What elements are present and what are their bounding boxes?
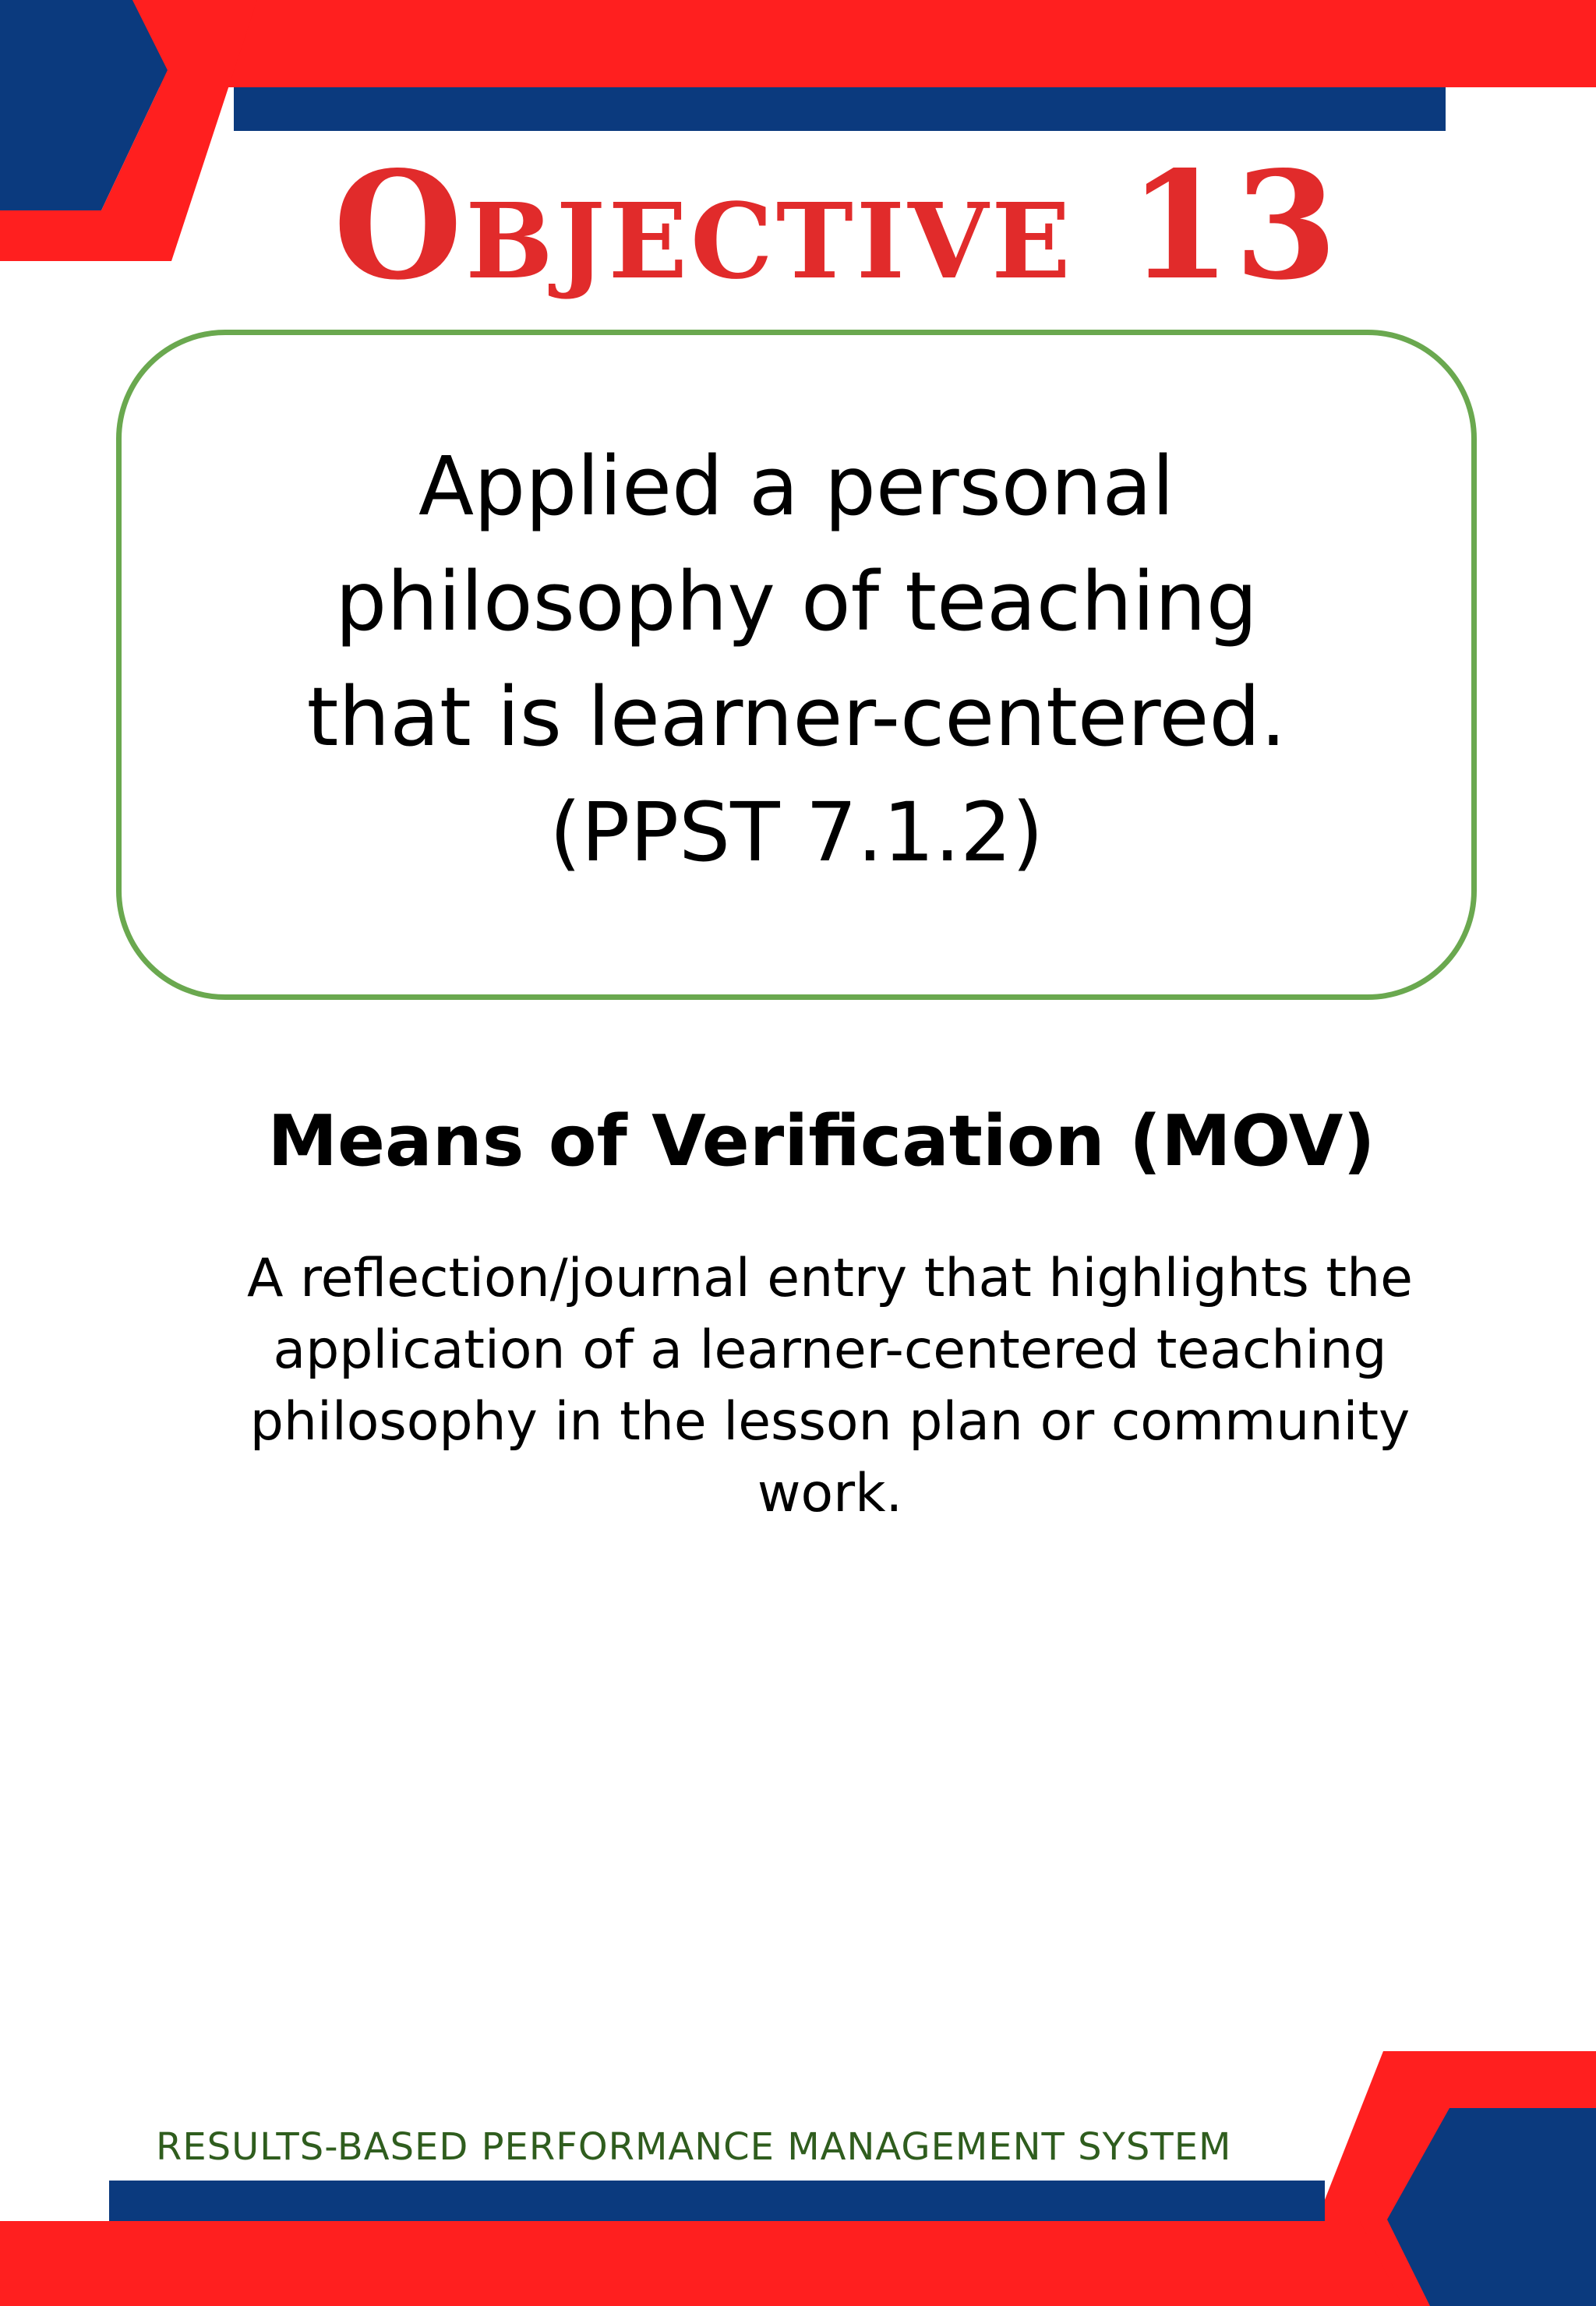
objective-code: (PPST 7.1.2) bbox=[549, 785, 1043, 880]
mov-heading: Means of Verification (MOV) bbox=[267, 1100, 1375, 1182]
mov-description: A reflection/journal entry that highlights the application of a learner-centered teaching philosophy in the lesson plan or community work. bbox=[247, 1248, 1413, 1524]
objective-statement bbox=[212, 429, 1381, 890]
objective-line: philosophy of teaching bbox=[335, 554, 1258, 649]
objective-line: that is learner-centered. bbox=[306, 669, 1287, 765]
objective-line: Applied a personal bbox=[418, 439, 1174, 534]
top-navy-stripe bbox=[234, 87, 1446, 131]
page-title: Objective 13 bbox=[333, 139, 1341, 313]
bottom-navy-stripe bbox=[109, 2181, 1325, 2221]
footer-label: RESULTS-BASED PERFORMANCE MANAGEMENT SYSTEM bbox=[156, 2125, 1232, 2169]
bottom-red-bar bbox=[0, 2221, 1403, 2306]
objective-box bbox=[116, 330, 1477, 1000]
